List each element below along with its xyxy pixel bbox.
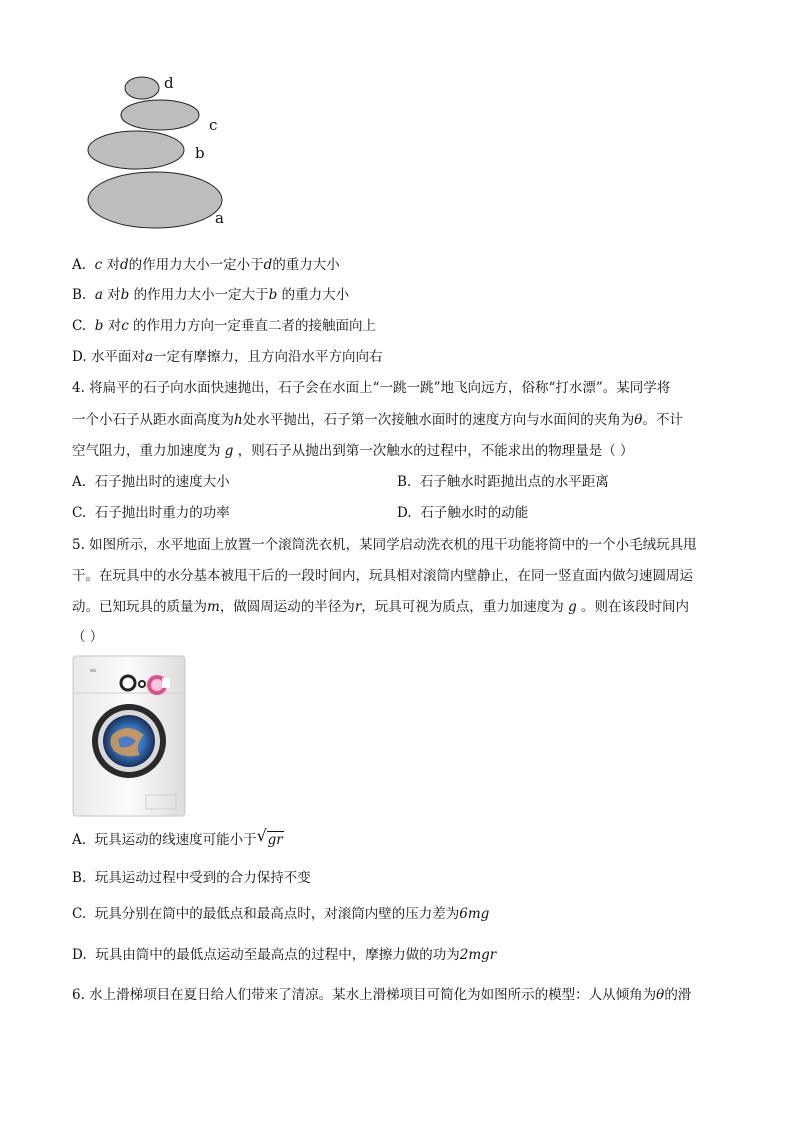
q4-option-a: A. 石子抛出时的速度大小 [72, 474, 230, 490]
q5-stem-line1: 5. 如图所示，水平地面上放置一个滚筒洗衣机，某同学启动洗衣机的甩干功能将筒中的一个小毛绒玩具甩 [72, 537, 697, 553]
q3-option-b: B. a 对b 的作用力大小一定大于b 的重力大小 [72, 287, 350, 303]
label-a: a [215, 209, 224, 227]
q4-option-d: D. 石子触水时的动能 [397, 505, 529, 521]
stone-d [125, 77, 159, 99]
q3-option-c: C. b 对c 的作用力方向一定垂直二者的接触面向上 [72, 318, 377, 334]
q5-option-b: B. 玩具运动过程中受到的合力保持不变 [72, 870, 311, 886]
q5-stem-line3: 动。已知玩具的质量为m，做圆周运动的半径为r，玩具可视为质点，重力加速度为 g 。则在该段时间内 [72, 599, 690, 615]
q3-option-d: D. 水平面对a一定有摩擦力，且方向沿水平方向向右 [72, 349, 383, 365]
q5-option-a: A. 玩具运动的线速度可能小于 √ gr [72, 826, 283, 848]
q5-option-c: C. 玩具分别在筒中的最低点和最高点时，对滚筒内壁的压力差为6mg [72, 906, 490, 922]
stone-b [88, 131, 184, 169]
q5-stem-line4: （ ） [72, 629, 104, 645]
sqrt-gr: √ gr [256, 826, 283, 848]
q4-stem-line1: 4. 将扁平的石子向水面快速抛出，石子会在水面上“一跳一跳”地飞向远方，俗称“打水漂”。某同学将 [72, 380, 671, 396]
label-b: b [195, 144, 205, 162]
label-c: c [209, 116, 218, 134]
q4-stem-line3: 空气阻力，重力加速度为 g ，则石子从抛出到第一次触水的过程中，不能求出的物理量是（ ） [72, 443, 634, 459]
q3-option-a: A. c 对d的作用力大小一定小于d的重力大小 [72, 257, 340, 273]
q5-option-d: D. 玩具由筒中的最低点运动至最高点的过程中，摩擦力做的功为2mgr [72, 947, 497, 963]
q5-stem-line2: 干。在玩具中的水分基本被甩干后的一段时间内，玩具相对滚筒内壁静止，在同一竖直面内做匀速圆周运 [72, 568, 693, 584]
label-d: d [164, 74, 174, 92]
q4-option-b: B. 石子触水时距抛出点的水平距离 [397, 474, 609, 490]
washing-machine-image [72, 655, 186, 817]
q6-stem-line1: 6. 水上滑梯项目在夏日给人们带来了清凉。某水上滑梯项目可简化为如图所示的模型：人从倾角为θ的滑 [72, 987, 692, 1003]
q4-stem-line2: 一个小石子从距水面高度为h处水平抛出，石子第一次接触水面时的速度方向与水面间的夹角为θ。不计 [72, 412, 683, 428]
stone-c [121, 100, 199, 130]
stone-a [88, 172, 222, 228]
stacked-stones-figure [78, 70, 238, 235]
q4-option-c: C. 石子抛出时重力的功率 [72, 505, 230, 521]
